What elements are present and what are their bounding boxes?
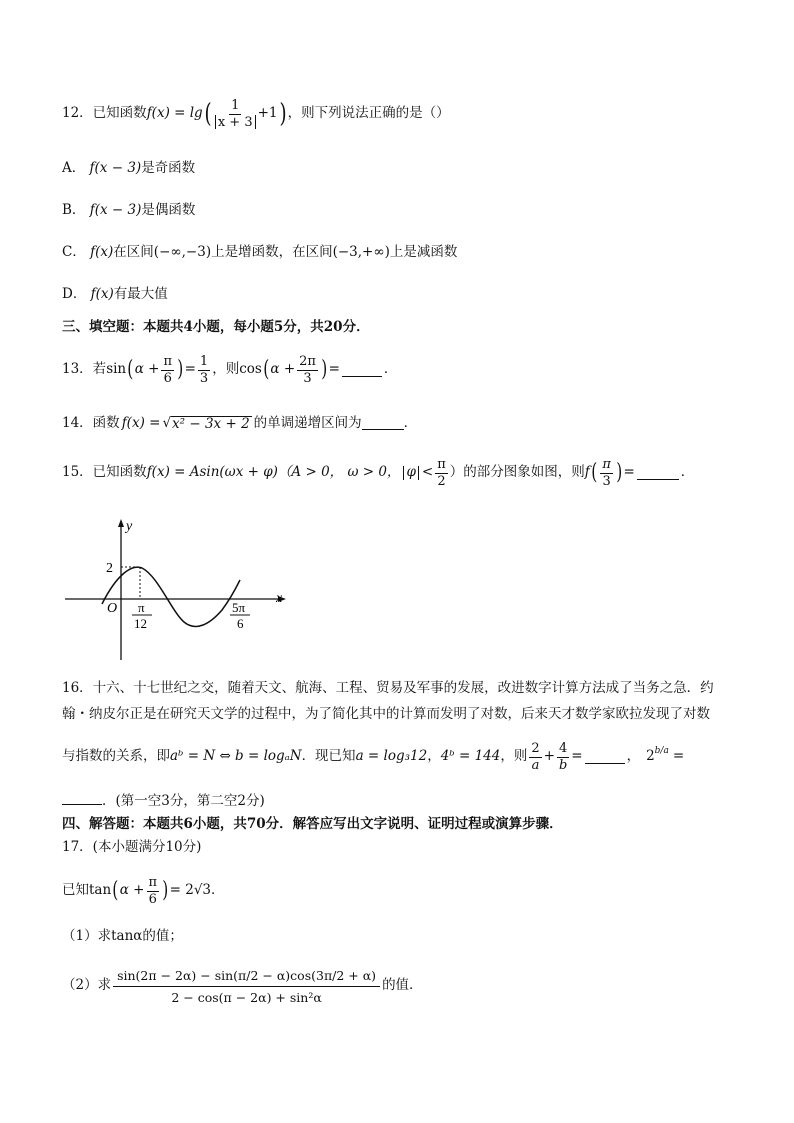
q15-lt: <: [421, 464, 434, 481]
section-3-heading: 三、填空题：本题共4小题，每小题5分，共20分．: [62, 319, 370, 335]
q12-fraction: [215, 99, 256, 129]
q17-given: [62, 876, 225, 906]
q14-stem: [62, 416, 417, 432]
q16-line-1: 16．十六、十七世纪之交，随着天文、航海、工程、贸易及军事的发展，改进数字计算方法成了当务之急．约: [62, 680, 714, 696]
option-text: 是奇函数: [141, 160, 196, 176]
option-label: C．: [62, 244, 86, 260]
rparen: ): [321, 357, 328, 383]
q16-line-3: [62, 742, 684, 772]
q14-prefix: 14．函数: [62, 415, 120, 431]
q14-suffix: 的单调递增区间为: [253, 415, 362, 431]
q17-part2-prefix: （2）求: [62, 976, 112, 993]
option-text: 有最大值: [113, 286, 168, 302]
rparen: ): [616, 460, 623, 486]
q15-stem: [62, 458, 694, 488]
q12-suffix: ，则下列说法正确的是（）: [287, 105, 450, 122]
option-math: f(x): [90, 244, 114, 260]
q16-known: ．现已知: [301, 748, 356, 765]
q15-prefix: 15．已知函数: [62, 464, 147, 481]
q12-option-a: [62, 162, 195, 176]
q12-frac-den: x + 3: [215, 115, 256, 130]
frac-den: a: [531, 757, 540, 773]
answer-blank-2[interactable]: [62, 792, 102, 805]
q15-fx: f(x) = Asin(ωx + φ): [146, 464, 278, 481]
q17-part-2: [62, 967, 423, 1004]
option-label: A．: [62, 160, 86, 176]
q13-cos: cos: [239, 361, 262, 378]
q14-fx: f(x) =: [121, 415, 161, 431]
peak-value-label: 2: [106, 561, 113, 576]
option-math: f(x): [90, 286, 114, 302]
q17-rhs: = 2√3．: [169, 882, 225, 899]
frac-num: 4: [558, 741, 568, 756]
q15-frac-arg: [600, 458, 613, 488]
q12-lparen: (: [204, 99, 212, 130]
frac-num: π: [437, 457, 446, 472]
q17-numerator: sin(2π − 2α) − sin(π/2 − α)cos(3π/2 + α): [113, 967, 380, 987]
q16-line-2: 翰・纳皮尔正是在研究天文学的过程中，为了简化其中的计算而发明了对数，后来天才数学家欧拉发现了对数: [62, 706, 710, 722]
frac-den: 3: [303, 370, 312, 386]
frac-den: b: [558, 757, 568, 773]
q16-relation: aᵇ = N ⇔ b = logₐN: [170, 748, 302, 765]
q12-plus1: +1: [257, 105, 278, 122]
tick-pi-12-den: 12: [134, 616, 147, 631]
q15-cond: （A > 0， ω > 0，: [277, 464, 401, 481]
frac-den: 3: [199, 370, 209, 386]
period: ．: [403, 415, 418, 431]
frac-den: 2: [437, 473, 446, 489]
q12-option-b: [62, 204, 195, 218]
plus: +: [543, 748, 555, 765]
frac-num: π: [602, 457, 611, 472]
q17-alpha: α +: [119, 882, 145, 899]
q17-big-fraction: [113, 967, 380, 1004]
option-text: 在区间(−∞,−3)上是增函数，在区间(−3,+∞)上是减函数: [113, 244, 458, 260]
q16-a-def: a = log₃12: [355, 748, 428, 765]
frac-num: 2: [531, 741, 540, 756]
q12-frac-num: 1: [231, 98, 240, 113]
lparen: (: [127, 357, 134, 383]
option-text: 是偶函数: [141, 202, 196, 218]
rparen: ): [162, 878, 169, 904]
frac-num: π: [163, 354, 173, 369]
q12-stem: [62, 99, 450, 129]
frac-num: 1: [199, 354, 209, 369]
option-math: f(x − 3): [89, 160, 142, 176]
q16-pow-exp: b/a: [654, 745, 669, 756]
q17-denominator: 2 − cos(π − 2α) + sin²α: [171, 990, 322, 1006]
sqrt-icon: √: [162, 415, 172, 431]
q13-alpha: α +: [134, 361, 160, 378]
q17-tan: tan: [89, 882, 112, 899]
comma: ，: [626, 748, 641, 765]
y-axis-label: y: [126, 519, 133, 534]
frac-den: 6: [163, 370, 172, 386]
q12-prefix: 12．已知函数: [62, 105, 147, 122]
answer-blank[interactable]: [637, 467, 679, 480]
q17-given-prefix: 已知: [62, 882, 89, 899]
lparen: (: [263, 357, 270, 383]
q13-stem: [62, 355, 397, 385]
period: ．: [680, 464, 695, 481]
q15-f: f: [584, 464, 590, 481]
x-axis-label: x: [276, 591, 283, 606]
q15-frac-cond: [435, 458, 448, 488]
q13-mid: ，则: [212, 361, 240, 378]
q16-frac-4b: [557, 742, 569, 772]
answer-blank[interactable]: [362, 417, 404, 430]
sine-curve: [102, 567, 240, 626]
answer-blank[interactable]: [342, 364, 382, 377]
q13-sin: sin: [106, 361, 127, 378]
q13-frac-3: [297, 355, 318, 385]
q13-alpha-2: α +: [270, 361, 296, 378]
q16-b-def: 4ᵇ = 144: [440, 748, 501, 765]
q16-frac-2a: [529, 742, 541, 772]
q16-prefix: 与指数的关系，即: [62, 748, 170, 765]
q17-header: 17．(本小题满分10分): [62, 839, 202, 855]
q16-pow-base: 2: [646, 748, 655, 765]
section-4-heading: 四、解答题：本题共6小题，共70分．解答应写出文字说明、证明过程或演算步骤．: [62, 816, 563, 832]
option-math: f(x − 3): [89, 202, 142, 218]
tick-5pi-6-den: 6: [237, 616, 244, 631]
q12-option-d: [62, 288, 168, 302]
equals: =: [623, 464, 635, 481]
sine-graph-figure: [62, 512, 292, 662]
q17-frac: [147, 876, 160, 906]
q17-part2-suffix: 的值．: [382, 976, 423, 993]
frac-num: π: [148, 875, 158, 890]
q12-option-c: [62, 246, 457, 260]
q16-scoring-note: ．(第一空3分，第二空2分): [102, 793, 265, 809]
q13-frac-2: [198, 355, 210, 385]
lparen: (: [112, 878, 119, 904]
comma: ，: [427, 748, 441, 765]
origin-label: O: [107, 601, 118, 616]
frac-num: 2π: [299, 354, 316, 369]
q15-phi: φ: [403, 466, 418, 480]
q17-part-1: （1）求tanα的值；: [62, 928, 183, 944]
period: ．: [383, 361, 398, 378]
q13-frac-1: [161, 355, 174, 385]
q13-prefix: 13．若: [62, 361, 107, 378]
option-label: D．: [62, 286, 87, 302]
equals: =: [672, 748, 685, 765]
rparen: ): [177, 357, 184, 383]
equals: =: [184, 361, 196, 378]
q16-then: ，则: [500, 748, 528, 765]
q16-line-4: [62, 792, 265, 809]
tick-5pi-6-num: 5π: [232, 600, 246, 615]
frac-den: 3: [602, 473, 611, 489]
frac-den: 6: [148, 891, 157, 907]
q14-radicand: x² − 3x + 2: [172, 416, 250, 432]
answer-blank-1[interactable]: [585, 751, 625, 764]
q12-fx: f(x) = lg: [146, 105, 203, 122]
equals: =: [571, 748, 583, 765]
y-axis-arrow-icon: [118, 519, 124, 527]
option-label: B．: [62, 202, 86, 218]
q15-mid: ）的部分图象如图，则: [449, 464, 585, 481]
equals: =: [328, 361, 340, 378]
tick-pi-12-num: π: [138, 600, 145, 615]
q12-rparen: ): [279, 99, 287, 130]
lparen: (: [591, 460, 598, 486]
